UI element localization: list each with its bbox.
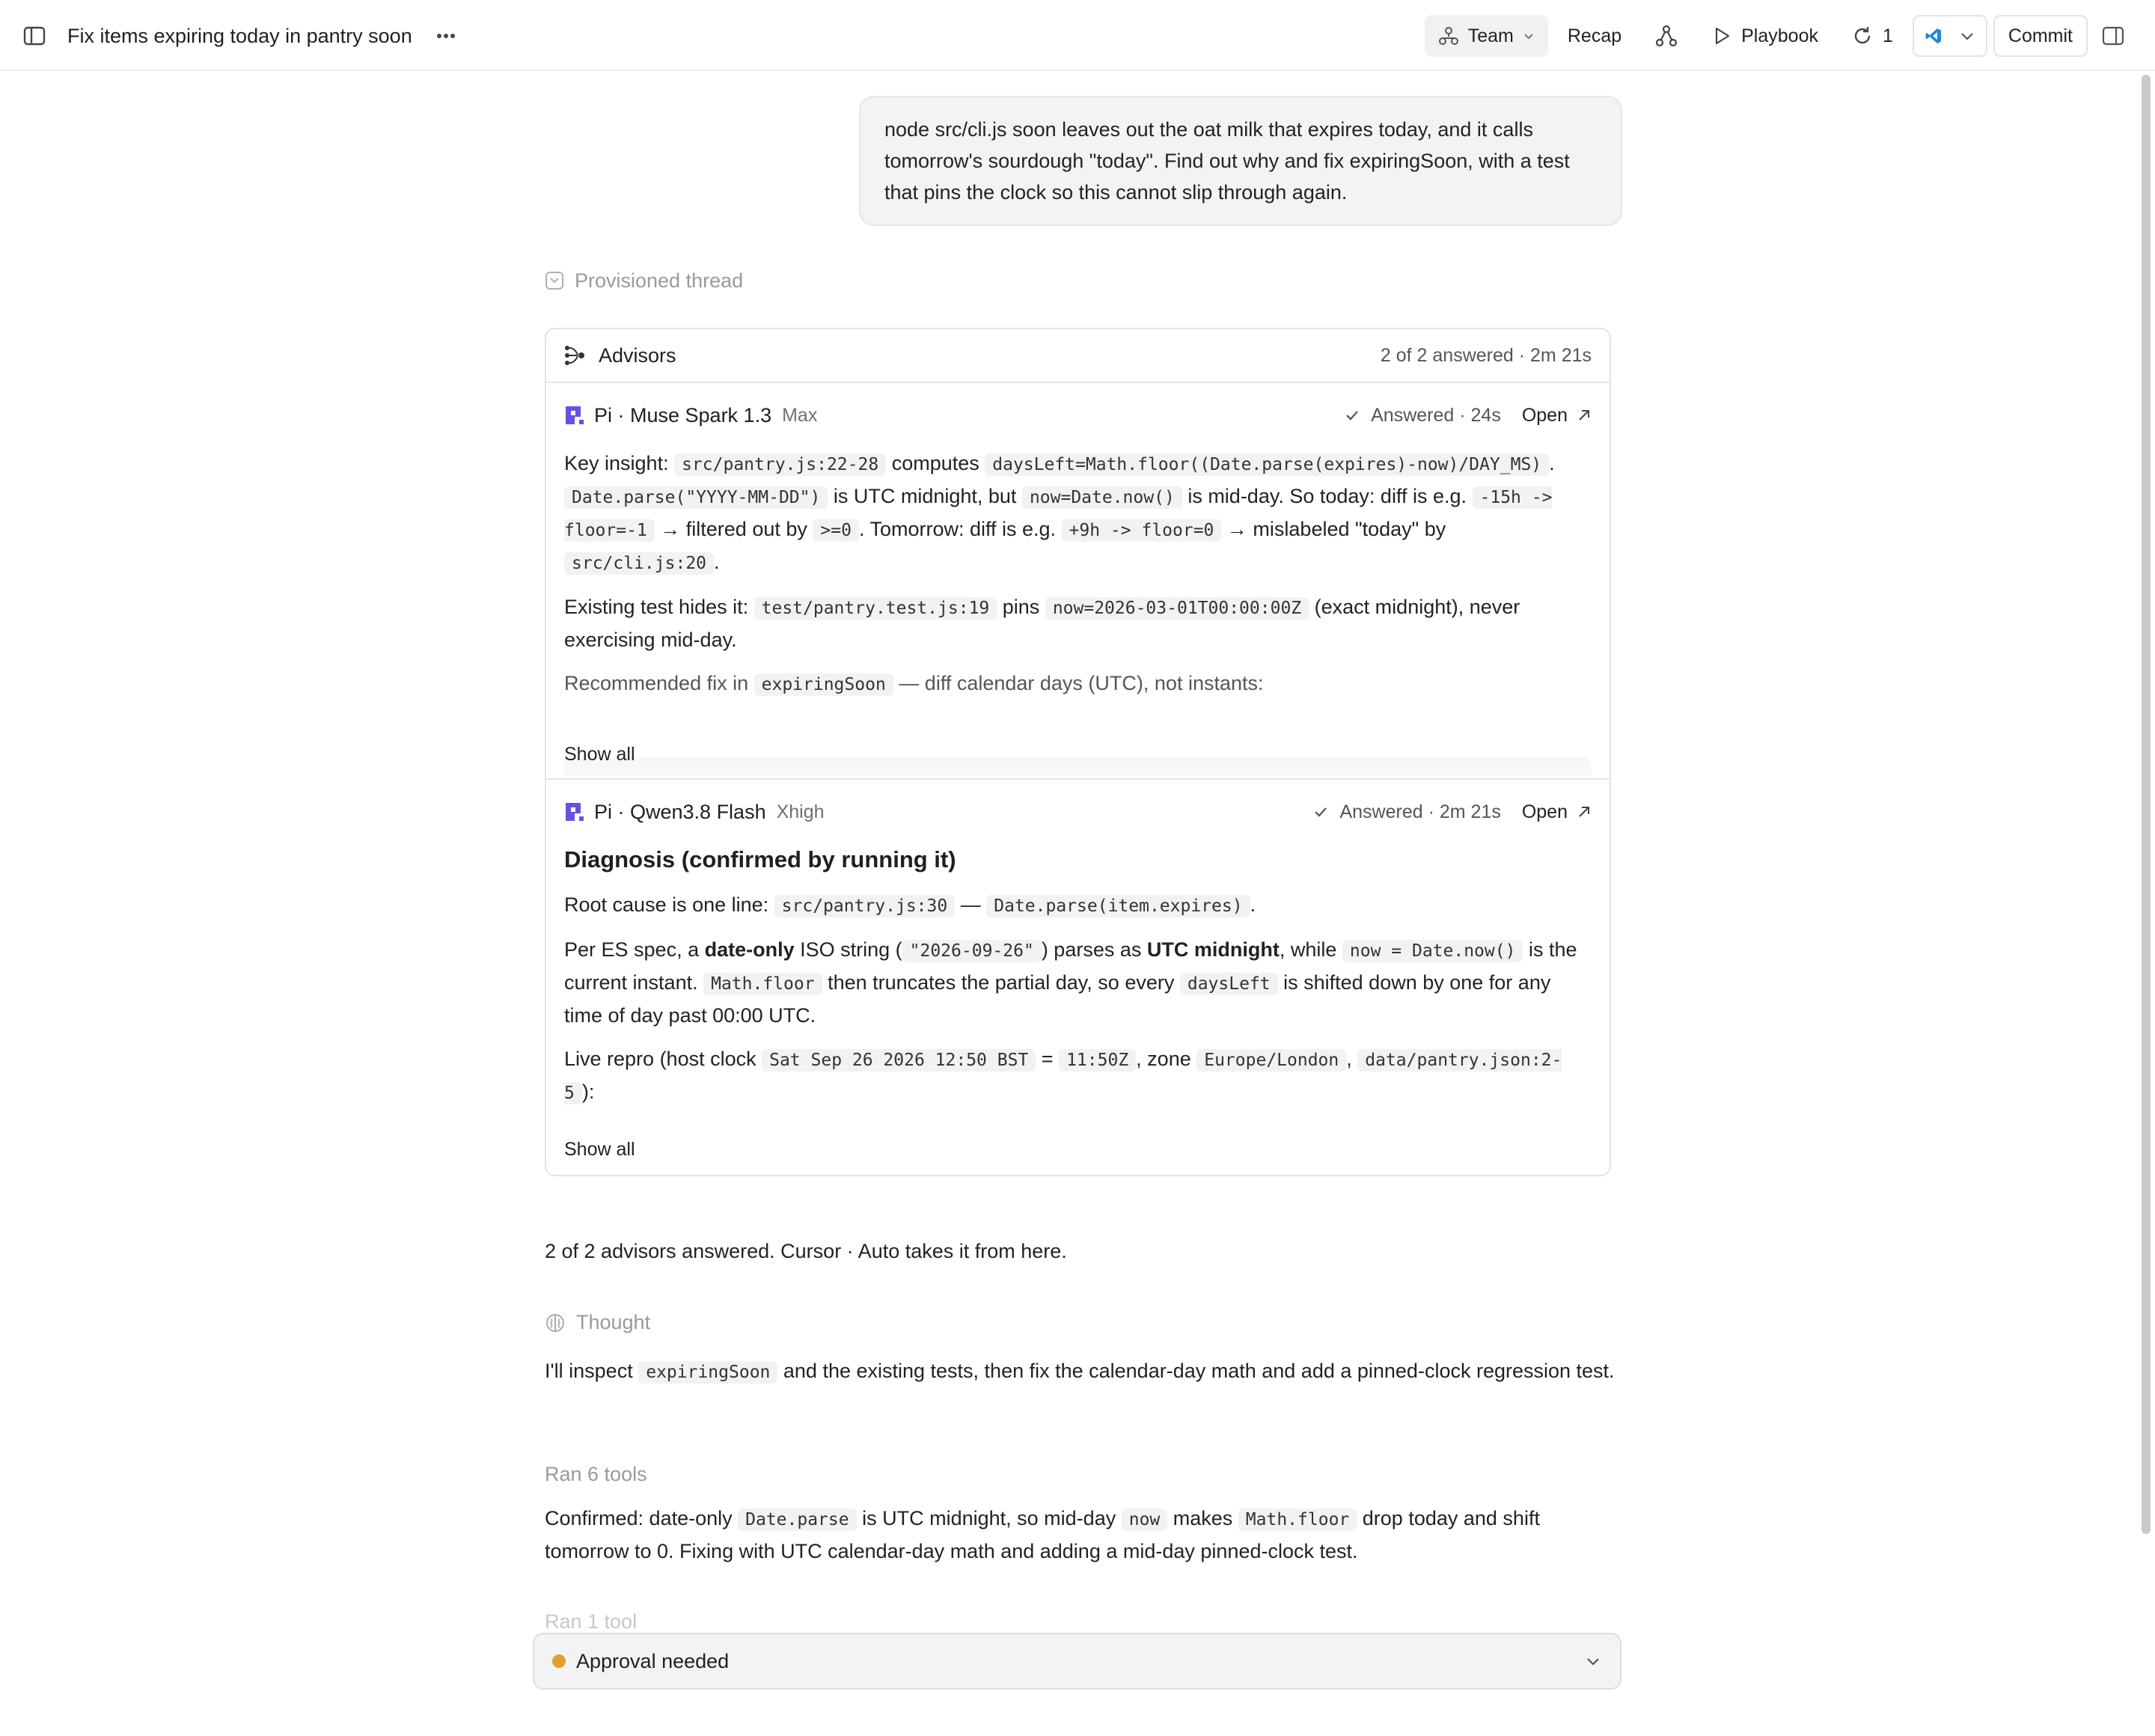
team-icon: [1438, 25, 1459, 46]
text: is UTC midnight, but: [828, 485, 1022, 507]
advisor-tier: Max: [782, 404, 818, 426]
sidebar-toggle-icon[interactable]: [22, 24, 46, 48]
text: makes: [1167, 1507, 1238, 1529]
inline-code: now=2026-03-01T00:00:00Z: [1045, 597, 1309, 620]
advisor-name: Pi · Muse Spark 1.3: [594, 403, 772, 427]
vscode-icon: [1925, 27, 1942, 45]
inline-code: Date.parse("YYYY-MM-DD"): [564, 486, 828, 509]
right-panel-toggle[interactable]: [2094, 15, 2133, 57]
inline-code: Date.parse(item.expires): [986, 895, 1250, 917]
inline-code: now: [1122, 1509, 1168, 1531]
pi-logo-icon: [564, 801, 585, 822]
inline-code: data/pantry.json:2-5: [564, 1051, 1562, 1103]
page-title: Fix items expiring today in pantry soon: [67, 24, 412, 47]
text: — diff calendar days (UTC), not instants:: [893, 672, 1264, 694]
text: ISO string (: [794, 938, 902, 961]
thread-icon: [545, 271, 564, 290]
inline-code: src/pantry.js:22-28: [674, 453, 886, 476]
advisor-paragraph: [564, 447, 1592, 579]
advisor-body: [564, 844, 1592, 1109]
inline-code: +9h -> floor=0: [1062, 519, 1222, 542]
open-label: Open: [1521, 801, 1568, 822]
text: Root cause is one line:: [564, 893, 774, 916]
inline-code: daysLeft=Math.floor((Date.parse(expires)-now)/DAY_MS): [985, 453, 1549, 476]
advisor-tier: Xhigh: [776, 801, 825, 822]
thought-toggle[interactable]: [545, 1311, 650, 1334]
text: Live repro (host clock: [564, 1048, 762, 1070]
playbook-button[interactable]: [1698, 15, 1832, 57]
show-all-button[interactable]: Show all: [564, 1139, 635, 1160]
pi-logo-icon: [564, 405, 585, 426]
advisors-title: Advisors: [599, 343, 676, 367]
advisors-panel: [545, 328, 1611, 1176]
advisors-header: [546, 329, 1610, 383]
advisor-card-header: [564, 780, 1592, 844]
chevron-down-icon[interactable]: [1584, 1652, 1602, 1670]
text: (exact midnight), never exercising mid-day.: [564, 596, 1520, 651]
play-icon: [1711, 25, 1732, 46]
open-advisor-button[interactable]: [1522, 801, 1592, 823]
brain-icon: [545, 1312, 566, 1333]
text: .: [1549, 452, 1555, 474]
advisor-status: [1344, 405, 1501, 427]
refresh-count: 1: [1882, 25, 1893, 46]
ran-tools-toggle[interactable]: Ran 6 tools: [545, 1463, 647, 1485]
advisor-card: [546, 780, 1610, 1175]
ran-tool-toggle[interactable]: Ran 1 tool: [545, 1610, 638, 1633]
graph-button[interactable]: [1641, 15, 1692, 57]
advisor-status-text: Answered · 2m 21s: [1339, 801, 1501, 822]
refresh-icon: [1851, 25, 1874, 47]
advisor-body: [564, 447, 1592, 700]
text: is UTC midnight, so mid-day: [856, 1507, 1122, 1529]
advisor-card-header: [564, 383, 1592, 447]
refresh-button[interactable]: [1838, 15, 1907, 57]
text: Existing test hides it:: [564, 596, 754, 618]
text: —: [955, 893, 987, 916]
inline-code: expiringSoon: [638, 1361, 777, 1384]
chevron-down-icon: [1523, 30, 1535, 42]
text: computes: [886, 452, 985, 474]
advisor-status: [1312, 801, 1500, 823]
text: , while: [1279, 938, 1342, 961]
chevron-down-icon: [1959, 28, 1975, 44]
advisor-paragraph: [564, 591, 1592, 655]
text: then truncates the partial day, so every: [822, 971, 1180, 994]
advisor-card: [546, 383, 1610, 780]
thought-text: [545, 1355, 1615, 1388]
external-arrow-icon: [1577, 408, 1592, 423]
text: is the current instant.: [564, 938, 1577, 994]
text: . Tomorrow: diff is e.g.: [858, 518, 1062, 540]
inline-code: daysLeft: [1180, 973, 1278, 995]
inline-code: Math.floor: [703, 973, 822, 995]
commit-button[interactable]: [1993, 15, 2088, 57]
provisioned-label: Provisioned thread: [575, 269, 744, 292]
bold-text: date-only: [704, 938, 795, 961]
text: .: [714, 551, 720, 573]
text: is shifted down by one for any time of day past 00:00 UTC.: [564, 971, 1551, 1027]
text: Key insight:: [564, 452, 675, 474]
commit-label: Commit: [2008, 25, 2073, 46]
text: ):: [581, 1081, 595, 1103]
inline-code: Sat Sep 26 2026 12:50 BST: [762, 1049, 1036, 1072]
text: .: [1250, 893, 1256, 916]
approval-label: Approval needed: [576, 1649, 730, 1672]
playbook-label: Playbook: [1741, 25, 1818, 46]
advisor-paragraph: [564, 1043, 1592, 1109]
inline-code: -15h -> floor=-1: [564, 488, 1553, 540]
advisor-status-text: Answered · 24s: [1371, 404, 1501, 426]
external-arrow-icon: [1577, 804, 1592, 819]
text: → mislabeled "today" by: [1221, 518, 1446, 540]
text: ) parses as: [1041, 938, 1147, 961]
text: ,: [1346, 1048, 1358, 1070]
open-label: Open: [1521, 404, 1568, 426]
diagnosis-heading: Diagnosis (confirmed by running it): [564, 846, 956, 872]
approval-bar[interactable]: [533, 1633, 1621, 1690]
top-bar: [0, 0, 2155, 71]
thought-label: Thought: [576, 1311, 651, 1333]
team-button[interactable]: [1425, 15, 1548, 57]
status-dot: [552, 1654, 566, 1668]
open-in-editor-button[interactable]: [1913, 15, 1987, 57]
text: → filtered out by: [654, 518, 813, 540]
text: drop today and shift tomorrow to 0. Fixing with UTC calendar-day math and adding a mid-day pinned-clock test.: [545, 1507, 1540, 1562]
top-bar-right: [1425, 15, 2133, 57]
inline-code: now=Date.now(): [1022, 486, 1182, 509]
confirmed-text: [545, 1503, 1615, 1567]
more-options-icon[interactable]: [435, 21, 457, 51]
text: , zone: [1136, 1048, 1197, 1070]
scrollbar[interactable]: [2142, 75, 2151, 1534]
advisor-paragraph: [564, 889, 1592, 922]
inline-code: "2026-09-26": [902, 940, 1042, 962]
text: is mid-day. So today: diff is e.g.: [1182, 485, 1473, 507]
code-block-preview: [564, 757, 1592, 775]
inline-code: expiringSoon: [754, 673, 893, 696]
advisor-name: Pi · Qwen3.8 Flash: [594, 800, 766, 823]
top-bar-left: [22, 16, 457, 55]
bold-text: UTC midnight: [1146, 938, 1280, 961]
provisioned-thread[interactable]: [545, 266, 743, 296]
text: Recommended fix in: [564, 672, 754, 694]
inline-code: src/cli.js:20: [564, 552, 714, 575]
inline-code: test/pantry.test.js:19: [754, 597, 997, 620]
team-label: Team: [1467, 25, 1514, 46]
text: Confirmed: date-only: [545, 1507, 739, 1529]
advisors-icon: [564, 344, 587, 367]
show-all-button[interactable]: Show all: [564, 744, 635, 765]
advisors-summary: 2 of 2 advisors answered. Cursor · Auto takes it from here.: [545, 1240, 1067, 1262]
advisors-meta: 2 of 2 answered · 2m 21s: [1380, 344, 1592, 366]
advisor-paragraph: [564, 667, 1592, 700]
inline-code: 11:50Z: [1059, 1049, 1136, 1072]
check-icon: [1312, 804, 1329, 820]
check-icon: [1344, 407, 1360, 424]
inline-code: Europe/London: [1196, 1049, 1346, 1072]
advisor-paragraph: [564, 934, 1592, 1031]
text: and the existing tests, then fix the calendar-day math and add a pinned-clock regression test.: [777, 1360, 1615, 1382]
inline-code: >=0: [813, 519, 859, 542]
inline-code: Date.parse: [738, 1509, 856, 1531]
text: =: [1036, 1048, 1060, 1070]
branch-graph-icon: [1654, 24, 1678, 48]
recap-label: Recap: [1567, 25, 1622, 46]
inline-code: src/pantry.js:30: [774, 895, 956, 917]
text: pins: [997, 596, 1045, 618]
open-advisor-button[interactable]: [1522, 405, 1592, 427]
text: I'll inspect: [545, 1360, 639, 1382]
text: Per ES spec, a: [564, 938, 705, 961]
panel-right-icon: [2101, 24, 2125, 48]
inline-code: Math.floor: [1238, 1509, 1357, 1531]
recap-button[interactable]: [1554, 15, 1635, 57]
user-message: node src/cli.js soon leaves out the oat milk that expires today, and it calls tomorrow's sourdough "today". Find out why and fix expiringSoon, with a test that pins the clock so this cannot slip through again.: [859, 96, 1622, 226]
inline-code: now = Date.now(): [1342, 940, 1523, 962]
